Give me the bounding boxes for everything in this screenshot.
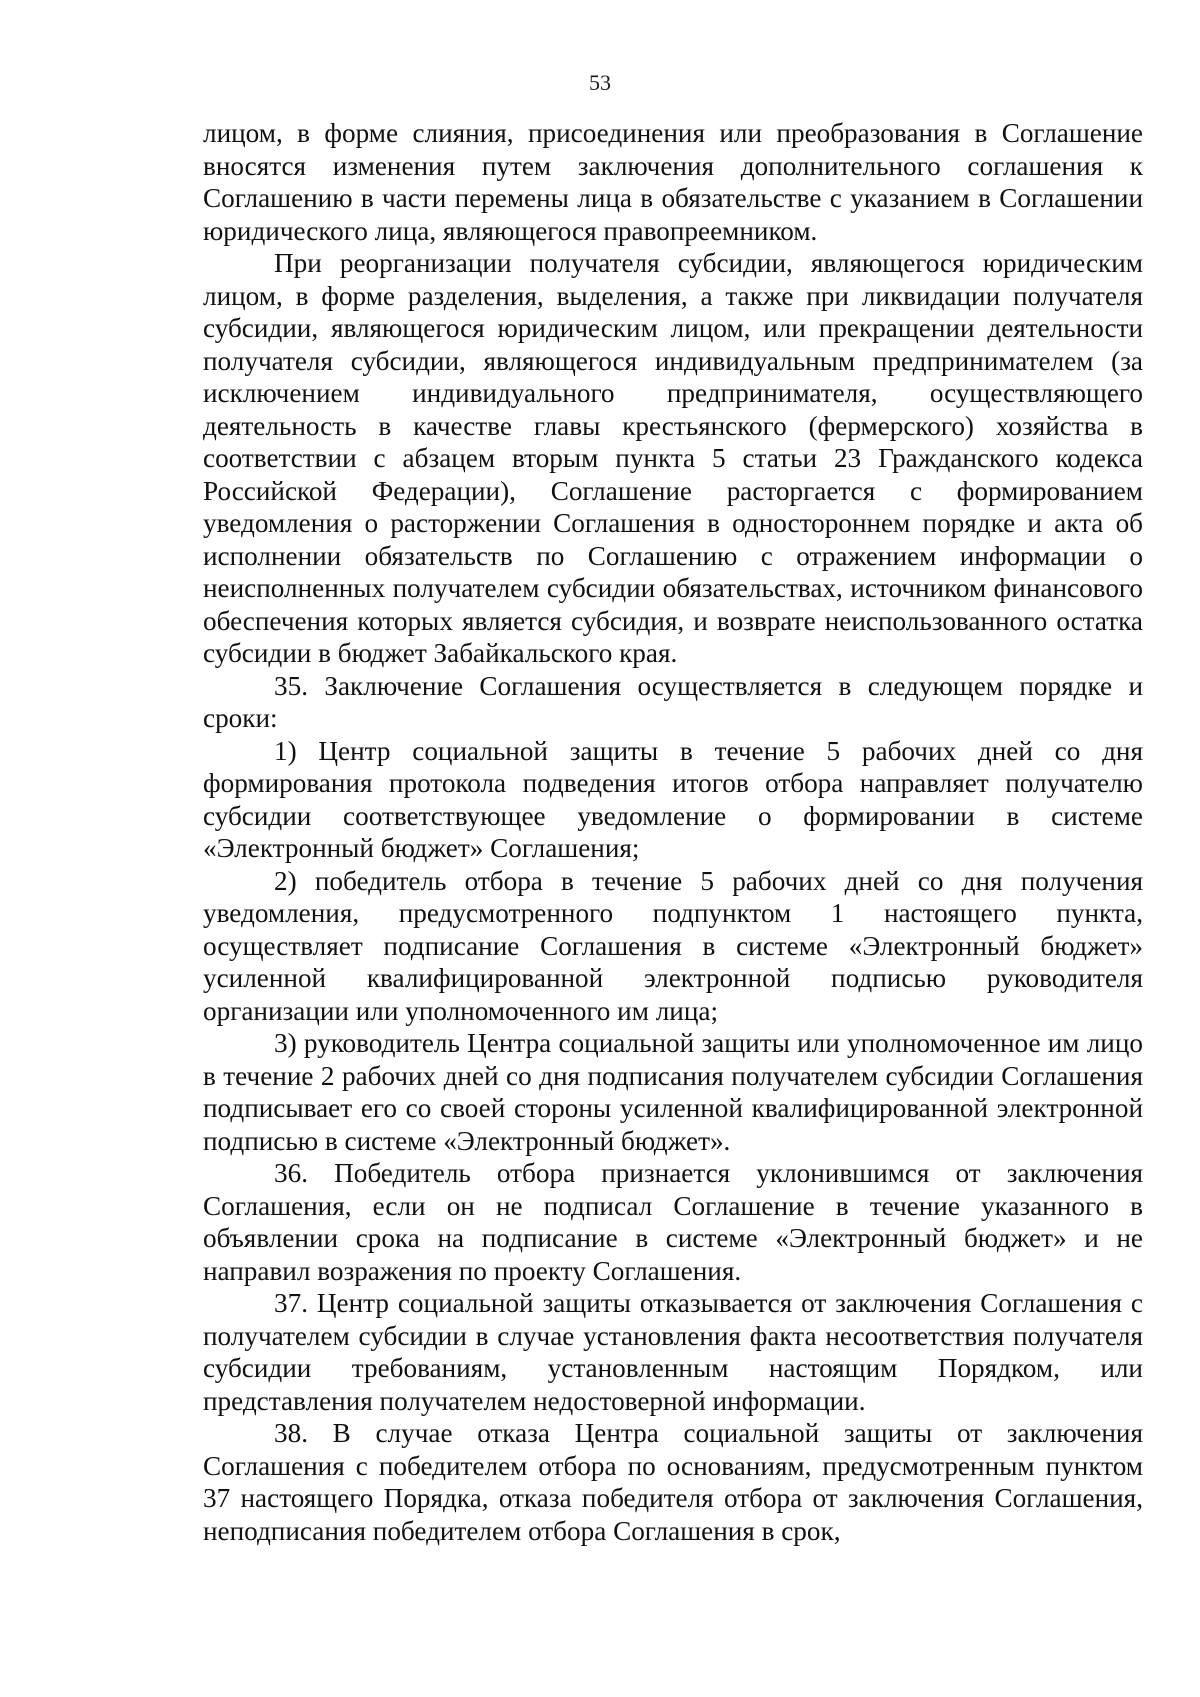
paragraph-item-38: 38. В случае отказа Центра социальной защиты от заключения Соглашения с победителем отбора по основаниям, предусмотренным пунктом 37 настоящего Порядка, отказа победителя отбора от заключения Соглашения, неподписания победителем отбора Соглашения в срок, — [203, 1418, 1143, 1546]
paragraph-reorganization: При реорганизации получателя субсидии, являющегося юридическим лицом, в форме разделения, выделения, а также при ликвидации получателя субсидии, являющегося юридическим лицом, или прекращении деятельности получателя субсидии, являющегося индивидуальным предпринимателем (за исключением индивидуального предпринимателя, осуществляющего деятельность в качестве главы крестьянского (фермерского) хозяйства в соответствии с абзацем вторым пункта 5 статьи 23 Гражданского кодекса Российской Федерации), Соглашение расторгается с формированием уведомления о расторжении Соглашения в одностороннем порядке и акта об исполнении обязательств по Соглашению с отражением информации о неисполненных получателем субсидии обязательствах, источником финансового обеспечения которых является субсидия, и возврате неиспользованного остатка субсидии в бюджет Забайкальского края. — [203, 248, 1143, 668]
paragraph-item-35: 35. Заключение Соглашения осуществляется в следующем порядке и сроки: — [203, 670, 1143, 733]
paragraph-item-36: 36. Победитель отбора признается уклонившимся от заключения Соглашения, если он не подписал Соглашение в течение указанного в объявлении срока на подписание в системе «Электронный бюджет» и не направил возражения по проекту Соглашения. — [203, 1158, 1143, 1286]
document-body — [203, 117, 1143, 1547]
paragraph-subitem-1: 1) Центр социальной защиты в течение 5 рабочих дней со дня формирования протокола подведения итогов отбора направляет получателю субсидии соответствующее уведомление о формировании в системе «Электронный бюджет» Соглашения; — [203, 735, 1143, 863]
paragraph-subitem-3: 3) руководитель Центра социальной защиты или уполномоченное им лицо в течение 2 рабочих дней со дня подписания получателем субсидии Соглашения подписывает его со своей стороны усиленной квалифицированной электронной подписью в системе «Электронный бюджет». — [203, 1028, 1143, 1156]
paragraph-continuation: лицом, в форме слияния, присоединения или преобразования в Соглашение вносятся изменения путем заключения дополнительного соглашения к Соглашению в части перемены лица в обязательстве с указанием в Соглашении юридического лица, являющегося правопреемником. — [203, 118, 1143, 246]
paragraph-item-37: 37. Центр социальной защиты отказывается от заключения Соглашения с получателем субсидии в случае установления факта несоответствия получателя субсидии требованиям, установленным настоящим Порядком, или представления получателем недостоверной информации. — [203, 1288, 1143, 1416]
page-number: 53 — [589, 70, 611, 95]
paragraph-subitem-2: 2) победитель отбора в течение 5 рабочих дней со дня получения уведомления, предусмотренного подпунктом 1 настоящего пункта, осуществляет подписание Соглашения в системе «Электронный бюджет» усиленной квалифицированной электронной подписью руководителя организации или уполномоченного им лица; — [203, 865, 1143, 1026]
